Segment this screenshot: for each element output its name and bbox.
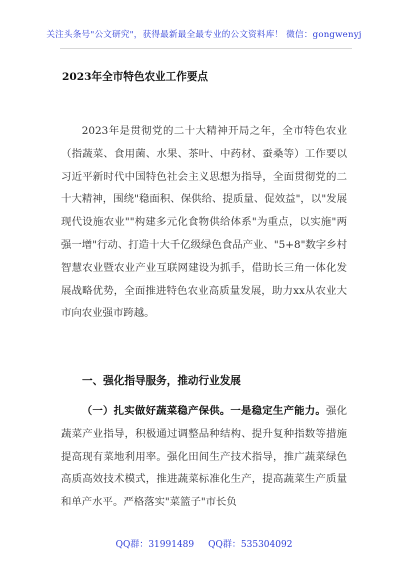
- header-divider: [60, 48, 352, 49]
- subsection-lead: （一）扎实做好蔬菜稳产保供。一是稳定生产能力。: [81, 405, 326, 417]
- qq-group-2[interactable]: QQ群：535304092: [208, 540, 293, 550]
- subsection-body: 强化蔬菜产业指导，积极通过调整品种结构、提升复种指数等措施提高现有菜地利用率。强化田间生产技术指导，推广蔬菜绿色高质高效技术模式，推进蔬菜标准化生产，提高蔬菜生产质量和单产水平。严格落实"菜篮子"市长负: [61, 405, 348, 509]
- document-title: 2023年全市特色农业工作要点: [62, 71, 209, 83]
- promo-banner[interactable]: 关注头条号"公文研究"，获得最新最全最专业的公文资料库！ 微信：gongwenyj: [46, 30, 362, 40]
- footer-contact: [0, 537, 408, 550]
- qq-group-1[interactable]: QQ群：31991489: [115, 540, 195, 550]
- subsection-paragraph-1: [61, 400, 347, 514]
- intro-paragraph: 2023年是贯彻党的二十大精神开局之年，全市特色农业（指蔬菜、食用菌、水果、茶叶、中药材、蚕桑等）工作要以习近平新时代中国特色社会主义思想为指导，全面贯彻党的二十大精神，围绕"稳面积、保供给、提质量、促效益"，以"发展现代设施农业""构建多元化食物供给体系"为重点，以实施"两强一增"行动、打造十大千亿级绿色食品产业、"5+8"数字乡村智慧农业暨农业产业互联网建设为抓手，借助长三角一体化发展战略优势，全面推进特色农业高质量发展，助力xx从农业大市向农业强市跨越。: [61, 125, 347, 320]
- section-heading-1: 一、强化指导服务，推动行业发展: [82, 375, 241, 387]
